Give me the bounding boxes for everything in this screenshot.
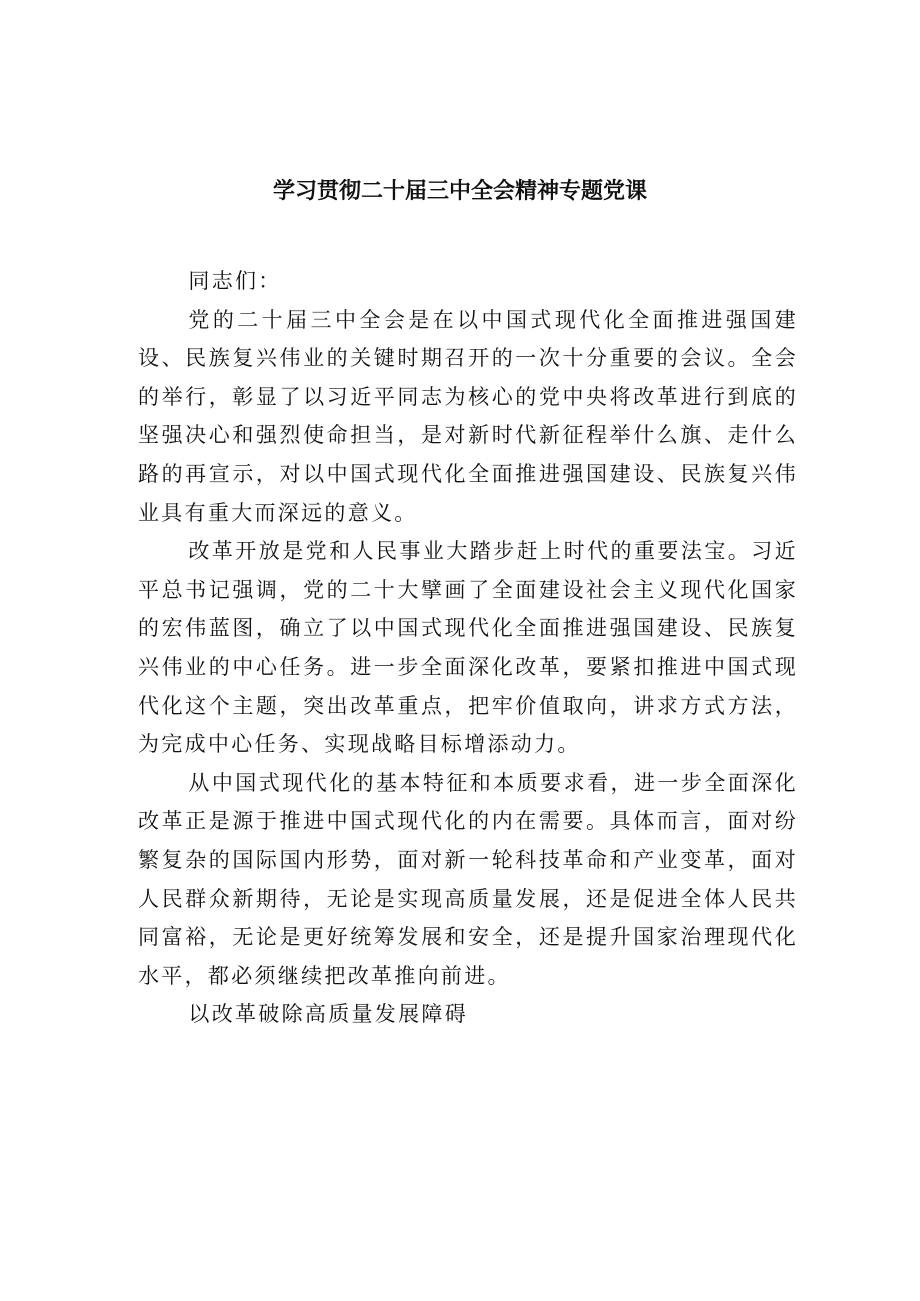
document-title: 学习贯彻二十届三中全会精神专题党课 bbox=[272, 179, 647, 204]
paragraph-2: 改革开放是党和人民事业大踏步赶上时代的重要法宝。习近平总书记强调，党的二十大擘画了全面建设社会主义现代化国家的宏伟蓝图，确立了以中国式现代化全面推进强国建设、民族复兴伟业的中心任务。进一步全面深化改革，要紧扣推进中国式现代化这个主题，突出改革重点，把牢价值取向，讲求方式方法，为完成中心任务、实现战略目标增添动力。 bbox=[138, 539, 798, 757]
document-body bbox=[138, 262, 798, 1034]
paragraph-3: 从中国式现代化的基本特征和本质要求看，进一步全面深化改革正是源于推进中国式现代化的内在需要。具体而言，面对纷繁复杂的国际国内形势，面对新一轮科技革命和产业变革，面对人民群众新期待，无论是实现高质量发展，还是促进全体人民共同富裕，无论是更好统筹发展和安全，还是提升国家治理现代化水平，都必须继续把改革推向前进。 bbox=[138, 770, 798, 988]
salutation: 同志们： bbox=[188, 269, 282, 293]
section-heading: 以改革破除高质量发展障碍 bbox=[188, 1002, 468, 1027]
paragraph-1: 党的二十届三中全会是在以中国式现代化全面推进强国建设、民族复兴伟业的关键时期召开的一次十分重要的会议。全会的举行，彰显了以习近平同志为核心的党中央将改革进行到底的坚强决心和强烈使命担当，是对新时代新征程举什么旗、走什么路的再宣示，对以中国式现代化全面推进强国建设、民族复兴伟业具有重大而深远的意义。 bbox=[138, 307, 798, 525]
